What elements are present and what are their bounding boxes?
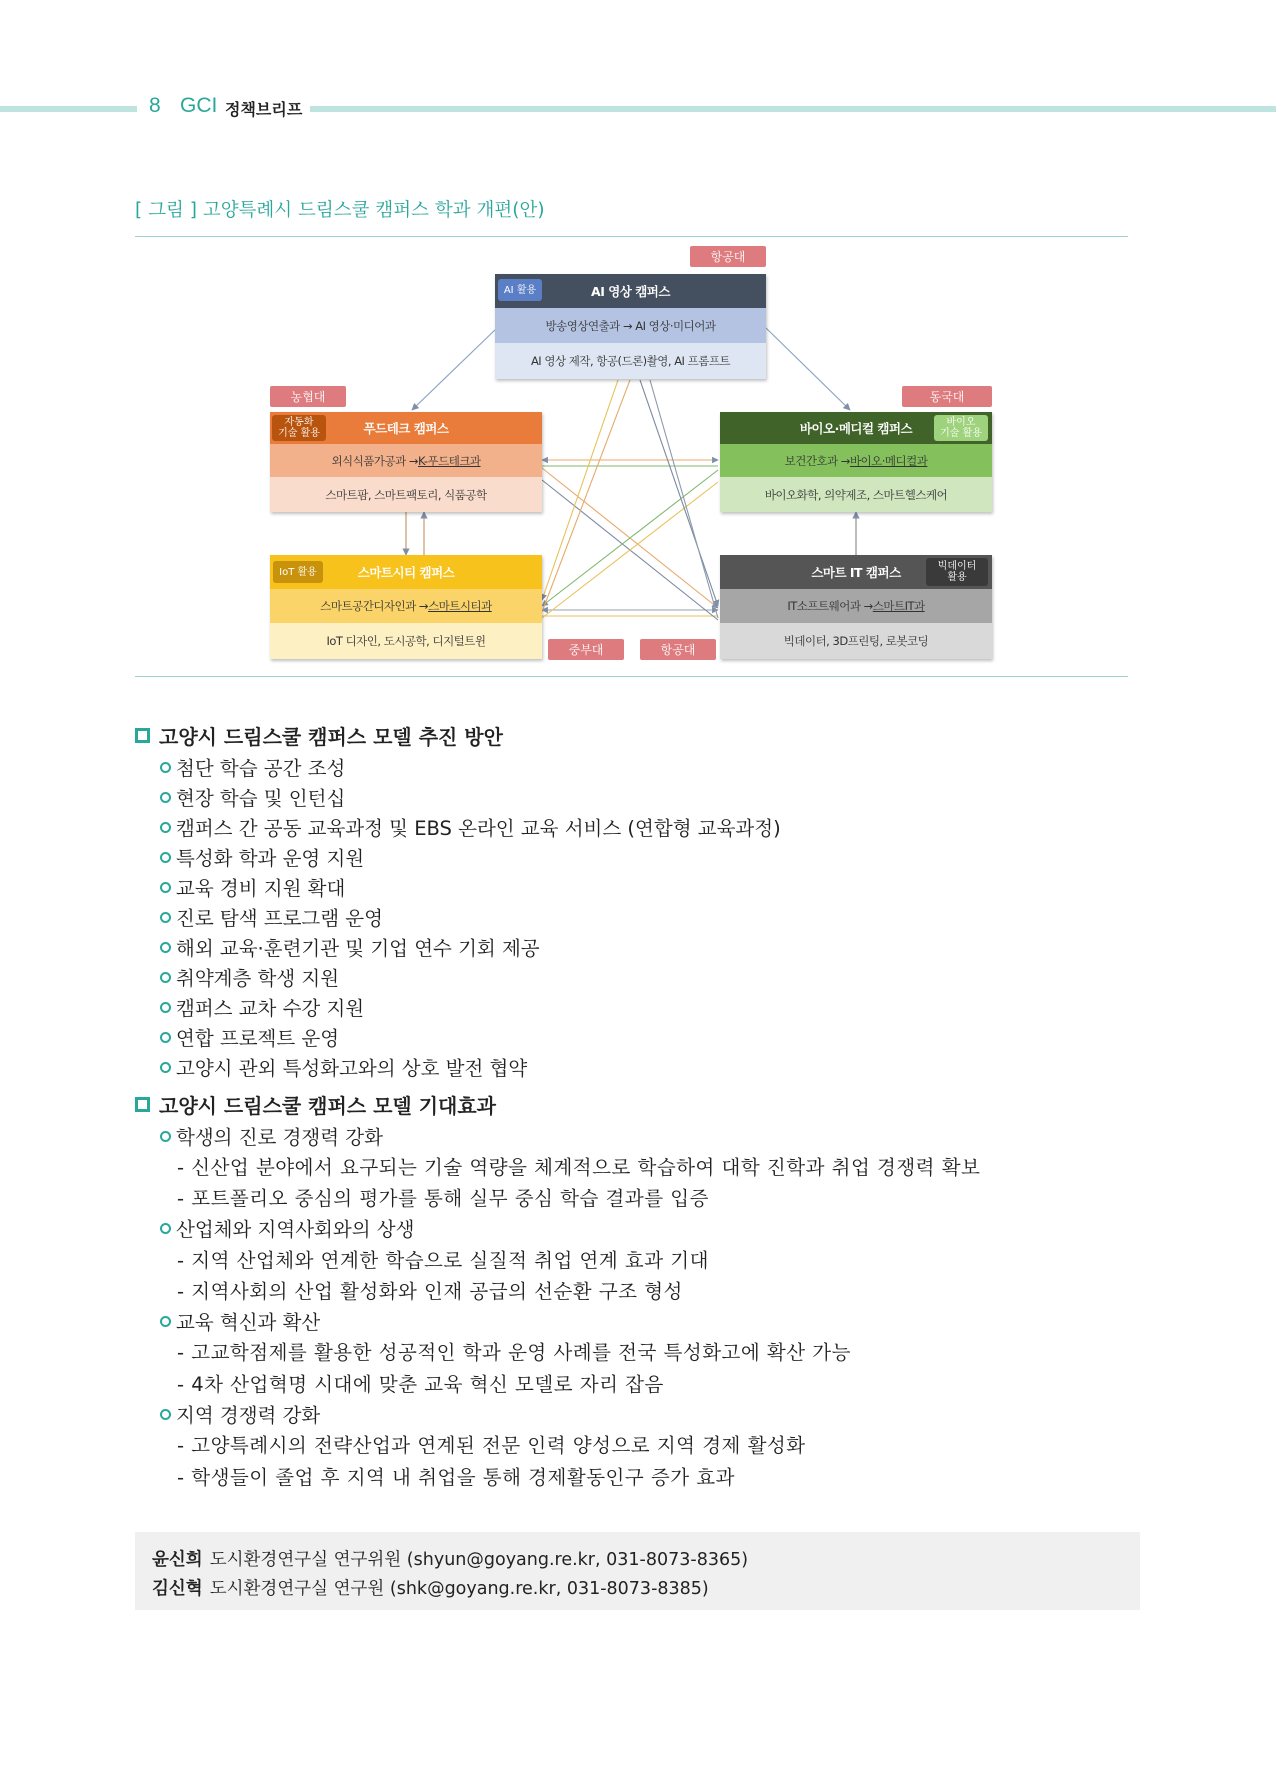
food-dept-new: K-푸드테크과	[418, 453, 481, 468]
ai-campus-fields: AI 영상 제작, 항공(드론)촬영, AI 프롬프트	[495, 343, 766, 379]
group-title-text: 산업체와 지역사회와의 상생	[176, 1218, 415, 1241]
circle-bullet-icon	[160, 882, 171, 893]
it-campus-name: 스마트 IT 캠퍼스	[720, 555, 992, 589]
circle-bullet-icon	[160, 762, 171, 773]
ai-campus-dept-change: 방송영상연출과 → AI 영상·미디어과	[495, 308, 766, 343]
section1-item	[160, 843, 364, 871]
bio-tech-badge: 바이오 기술 활용	[934, 415, 988, 441]
effect-detail: - 4차 산업혁명 시대에 맞춘 교육 혁신 모델로 자리 잡음	[177, 1373, 664, 1396]
it-dept-new: 스마트IT과	[872, 599, 925, 613]
food-campus-fields: 스마트팜, 스마트팩토리, 식품공학	[270, 477, 542, 512]
series-title: 정책브리프	[225, 100, 303, 119]
bio-campus-fields: 바이오화학, 의약제조, 스마트헬스케어	[720, 477, 992, 512]
item-text: 현장 학습 및 인턴십	[176, 787, 346, 810]
circle-bullet-icon	[160, 1032, 171, 1043]
city-campus-dept-change	[270, 589, 542, 623]
tag-nonghyup-univ: 농협대	[270, 386, 346, 407]
ai-usage-badge: AI 활용	[498, 279, 542, 301]
section1-item	[160, 1053, 527, 1081]
it-dept-old: IT소프트웨어과 →	[787, 599, 873, 613]
city-dept-new: 스마트시티과	[428, 599, 492, 613]
circle-bullet-icon	[160, 852, 171, 863]
section1-item	[160, 873, 345, 901]
square-bullet-icon	[135, 728, 150, 743]
bio-medical-campus-box	[720, 412, 992, 512]
figure-bottom-rule	[135, 676, 1128, 677]
bio-dept-old: 보건간호과 →	[784, 453, 850, 468]
section1-item	[160, 813, 781, 841]
item-text: 특성화 학과 운영 지원	[176, 847, 365, 870]
bio-dept-new: 바이오·메디컬과	[849, 453, 928, 468]
arrow-ai-to-food	[412, 328, 497, 410]
section1-item	[160, 903, 383, 931]
item-text: 첨단 학습 공간 조성	[176, 757, 346, 780]
group-title-text: 교육 혁신과 확산	[176, 1311, 321, 1334]
cross-links	[542, 380, 718, 620]
group-title-text: 학생의 진로 경쟁력 강화	[176, 1126, 383, 1149]
bigdata-badge: 빅데이터 활용	[926, 558, 988, 586]
effect-group-title	[160, 1122, 383, 1150]
section1-heading	[135, 721, 503, 750]
circle-bullet-icon	[160, 1062, 171, 1073]
tag-aviation-univ-bottom: 항공대	[640, 639, 716, 660]
it-campus-dept-change	[720, 589, 992, 623]
smart-city-campus-box	[270, 555, 542, 659]
circle-bullet-icon	[160, 972, 171, 983]
author-2	[152, 1575, 709, 1600]
section2-heading-text: 고양시 드림스쿨 캠퍼스 모델 기대효과	[159, 1094, 496, 1118]
effect-detail: - 고양특례시의 전략산업과 연계된 전문 인력 양성으로 지역 경제 활성화	[177, 1434, 806, 1457]
effect-group-title	[160, 1400, 320, 1428]
section1-heading-text: 고양시 드림스쿨 캠퍼스 모델 추진 방안	[159, 725, 503, 749]
author-detail: 도시환경연구실 연구원 (shk@goyang.re.kr, 031-8073-8385)	[209, 1579, 709, 1599]
circle-bullet-icon	[160, 1316, 171, 1327]
author-name: 윤신희	[152, 1550, 203, 1570]
circle-bullet-icon	[160, 1409, 171, 1420]
figure-title: [ 그림 ] 고양특례시 드림스쿨 캠퍼스 학과 개편(안)	[135, 200, 545, 221]
item-text: 캠퍼스 간 공동 교육과정 및 EBS 온라인 교육 서비스 (연합형 교육과정)	[176, 817, 781, 840]
city-campus-name: 스마트시티 캠퍼스	[270, 555, 542, 589]
effect-group-title	[160, 1214, 414, 1242]
ai-campus-name: AI 영상 캠퍼스	[495, 274, 766, 308]
circle-bullet-icon	[160, 792, 171, 803]
bio-campus-dept-change	[720, 444, 992, 477]
effect-group-title	[160, 1307, 320, 1335]
author-box	[135, 1532, 1140, 1610]
circle-bullet-icon	[160, 942, 171, 953]
iot-badge: IoT 활용	[273, 561, 323, 583]
effect-detail: - 학생들이 졸업 후 지역 내 취업을 통해 경제활동인구 증가 효과	[177, 1466, 735, 1489]
brand-gci: GCI	[180, 94, 218, 117]
food-campus-name: 푸드테크 캠퍼스	[270, 412, 542, 444]
arrow-food-city	[406, 512, 424, 555]
section1-item	[160, 753, 345, 781]
section2-heading	[135, 1090, 496, 1119]
food-tech-campus-box	[270, 412, 542, 512]
circle-bullet-icon	[160, 1002, 171, 1013]
circle-bullet-icon	[160, 822, 171, 833]
effect-detail: - 포트폴리오 중심의 평가를 통해 실무 중심 학습 결과를 입증	[177, 1187, 709, 1210]
tag-joongbu-univ: 중부대	[548, 639, 624, 660]
city-campus-fields: IoT 디자인, 도시공학, 디지털트윈	[270, 623, 542, 659]
effect-detail: - 고교학점제를 활용한 성공적인 학과 운영 사례를 전국 특성화고에 확산 가능	[177, 1341, 851, 1364]
circle-bullet-icon	[160, 1223, 171, 1234]
author-detail: 도시환경연구실 연구위원 (shyun@goyang.re.kr, 031-8073-8365)	[209, 1550, 749, 1570]
ai-video-campus-box	[495, 274, 766, 379]
section1-item	[160, 993, 364, 1021]
author-1	[152, 1546, 748, 1571]
item-text: 교육 경비 지원 확대	[176, 877, 346, 900]
item-text: 해외 교육·훈련기관 및 기업 연수 기회 제공	[176, 937, 540, 960]
effect-detail: - 신산업 분야에서 요구되는 기술 역량을 체계적으로 학습하여 대학 진학과 취업 경쟁력 확보	[177, 1156, 981, 1179]
tag-dongguk-univ: 동국대	[902, 386, 992, 407]
item-text: 고양시 관외 특성화고와의 상호 발전 협약	[176, 1057, 528, 1080]
it-campus-fields: 빅데이터, 3D프린팅, 로봇코딩	[720, 623, 992, 659]
circle-bullet-icon	[160, 912, 171, 923]
item-text: 연합 프로젝트 운영	[176, 1027, 340, 1050]
section1-item	[160, 1023, 339, 1051]
food-dept-old: 외식식품가공과 →	[331, 453, 419, 468]
item-text: 취약계층 학생 지원	[176, 967, 340, 990]
city-dept-old: 스마트공간디자인과 →	[320, 599, 429, 613]
effect-detail: - 지역 산업체와 연계한 학습으로 실질적 취업 연계 효과 기대	[177, 1249, 709, 1272]
square-bullet-icon	[135, 1097, 150, 1112]
tag-aviation-univ-top: 항공대	[690, 246, 766, 267]
group-title-text: 지역 경쟁력 강화	[176, 1404, 321, 1427]
author-name: 김신혁	[152, 1579, 203, 1599]
section1-item	[160, 963, 339, 991]
effect-detail: - 지역사회의 산업 활성화와 인재 공급의 선순환 구조 형성	[177, 1280, 683, 1303]
section1-item	[160, 933, 540, 961]
bio-campus-name: 바이오·메디컬 캠퍼스	[720, 412, 992, 444]
arrow-ai-to-bio	[766, 328, 850, 410]
food-campus-dept-change	[270, 444, 542, 477]
automation-badge: 자동화 기술 활용	[272, 415, 326, 441]
page-number: 8	[149, 94, 161, 117]
smart-it-campus-box	[720, 555, 992, 659]
circle-bullet-icon	[160, 1131, 171, 1142]
item-text: 캠퍼스 교차 수강 지원	[176, 997, 365, 1020]
item-text: 진로 탐색 프로그램 운영	[176, 907, 383, 930]
section1-item	[160, 783, 345, 811]
